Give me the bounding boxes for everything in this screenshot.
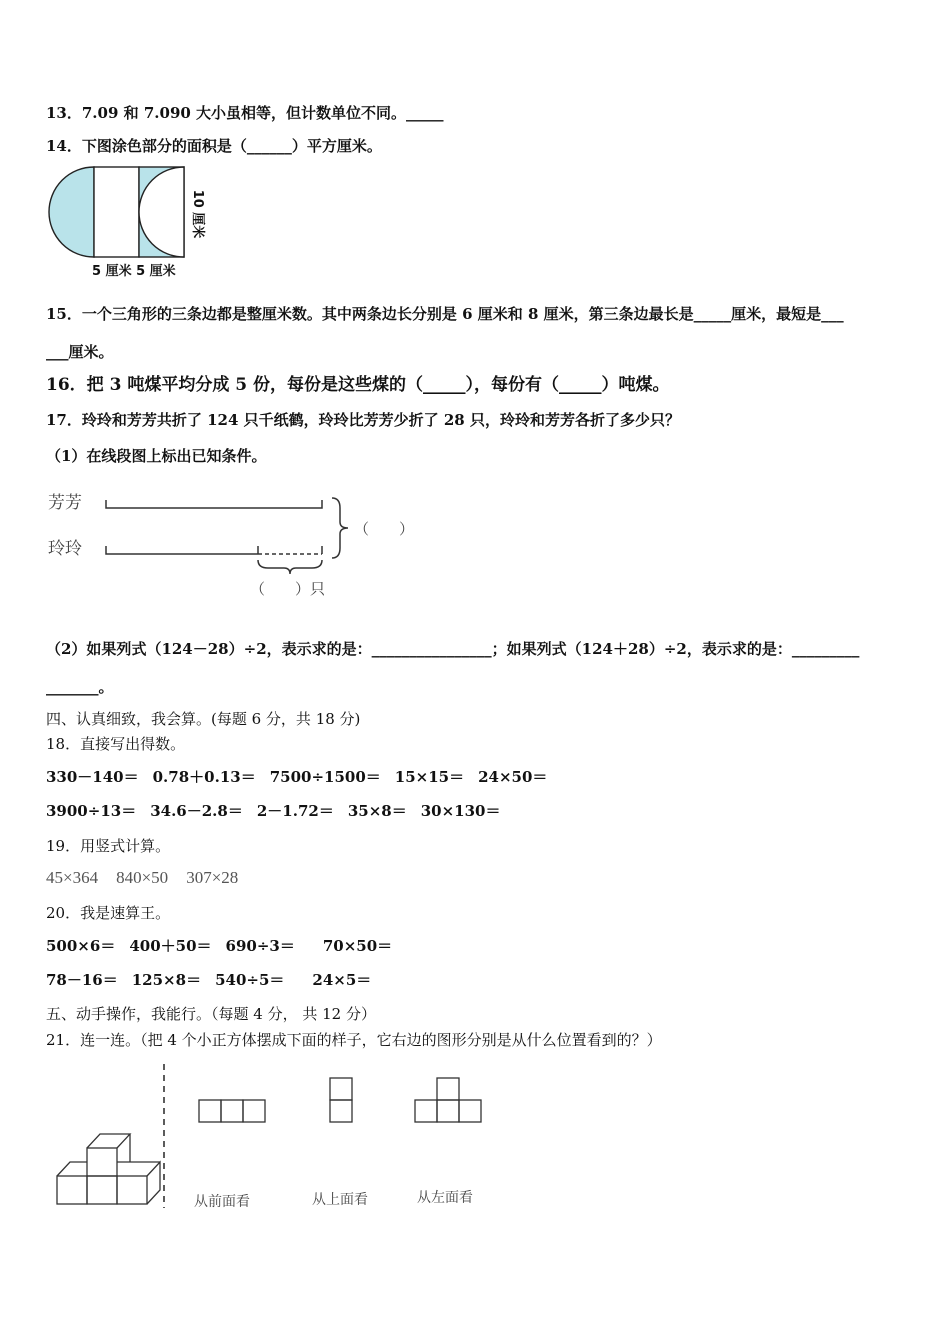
vertical-calc-item: 45×364 (46, 868, 99, 887)
question-17: 17．玲玲和芳芳共折了 124 只千纸鹤，玲玲比芳芳少折了 28 只，玲玲和芳芳各折了多少只？ (46, 411, 680, 429)
total-brace (332, 498, 348, 558)
question-17-sub2-line1: （2）如果列式（124－28）÷2，表示求的是：________________；如果列式（124＋28）÷2，表示求的是：_________ (46, 640, 860, 658)
question-15-line2: ___厘米。 (46, 343, 114, 361)
fangfang-segment (106, 500, 322, 508)
question-16: 16．把 3 吨煤平均分成 5 份，每份是这些煤的（_____），每份有（_____）吨煤。 (46, 375, 670, 395)
calc-item: 2－1.72＝ (256, 802, 334, 820)
calc-item: 400＋50＝ (129, 937, 212, 955)
difference-brace (258, 560, 322, 574)
q20-row2 (46, 970, 385, 990)
front-view-drawing (199, 1100, 265, 1122)
calc-item: 34.6－2.8＝ (150, 802, 243, 820)
question-13: 13．7.09 和 7.090 大小虽相等，但计数单位不同。_____ (46, 104, 444, 122)
section-5-title: 五、动手操作，我能行。（每题 4 分， 共 12 分） (46, 1005, 376, 1023)
question-17-sub1: （1）在线段图上标出已知条件。 (46, 447, 267, 465)
width-label: 5 厘米 5 厘米 (92, 264, 176, 279)
calc-item: 7500÷1500＝ (269, 768, 381, 786)
calc-item: 540÷5＝ (215, 971, 285, 989)
label-lingling: 玲玲 (48, 539, 82, 559)
q18-row2 (46, 801, 514, 821)
question-18: 18．直接写出得数。 (46, 735, 186, 753)
left-rectangle (94, 167, 139, 257)
calc-item: 0.78＋0.13＝ (152, 768, 256, 786)
vertical-calc-item: 307×28 (186, 868, 239, 887)
height-label: 10 厘米 (190, 189, 205, 239)
calc-item: 78－16＝ (46, 971, 118, 989)
calc-item: 35×8＝ (347, 802, 407, 820)
calc-item: 125×8＝ (131, 971, 202, 989)
question-15-line1: 15．一个三角形的三条边都是整厘米数。其中两条边长分别是 6 厘米和 8 厘米，第三条边最长是_____厘米，最短是___ (46, 305, 844, 323)
front-view-label: 从前面看 (194, 1194, 250, 1210)
shaded-area-figure (44, 162, 224, 288)
top-view-label: 从上面看 (312, 1192, 368, 1208)
q20-row1 (46, 936, 406, 956)
left-semicircle (49, 167, 94, 257)
left-view-label: 从左面看 (417, 1190, 473, 1206)
question-19: 19．用竖式计算。 (46, 837, 171, 855)
top-view-drawing (330, 1078, 352, 1122)
calc-item: 500×6＝ (46, 937, 116, 955)
cube-views-figure (44, 1062, 504, 1222)
calc-item: 24×50＝ (478, 768, 548, 786)
calc-item: 3900÷13＝ (46, 802, 137, 820)
question-17-sub2-line2: _______。 (46, 678, 114, 696)
question-14: 14．下图涂色部分的面积是（______）平方厘米。 (46, 137, 382, 155)
q18-row1 (46, 767, 561, 787)
calc-item: 690÷3＝ (225, 937, 295, 955)
lingling-segment (106, 546, 258, 554)
vertical-calc-item: 840×50 (116, 868, 169, 887)
calc-item: 30×130＝ (420, 802, 501, 820)
calc-item: 24×5＝ (312, 971, 372, 989)
difference-blank: （ ）只 (250, 580, 326, 598)
total-blank: （ ） (354, 520, 415, 538)
cube-stack-drawing (57, 1134, 160, 1204)
question-21: 21．连一连。（把 4 个小正方体摆成下面的样子，它右边的图形分别是从什么位置看到的？） (46, 1031, 662, 1049)
calc-item: 15×15＝ (394, 768, 465, 786)
label-fangfang: 芳芳 (48, 493, 82, 513)
line-segment-diagram (44, 484, 434, 604)
question-20: 20．我是速算王。 (46, 904, 171, 922)
calc-item: 330－140＝ (46, 768, 139, 786)
left-view-drawing (415, 1078, 481, 1122)
section-4-title: 四、认真细致，我会算。(每题 6 分，共 18 分) (46, 710, 361, 728)
calc-item: 70×50＝ (322, 937, 393, 955)
q19-items (46, 868, 238, 888)
